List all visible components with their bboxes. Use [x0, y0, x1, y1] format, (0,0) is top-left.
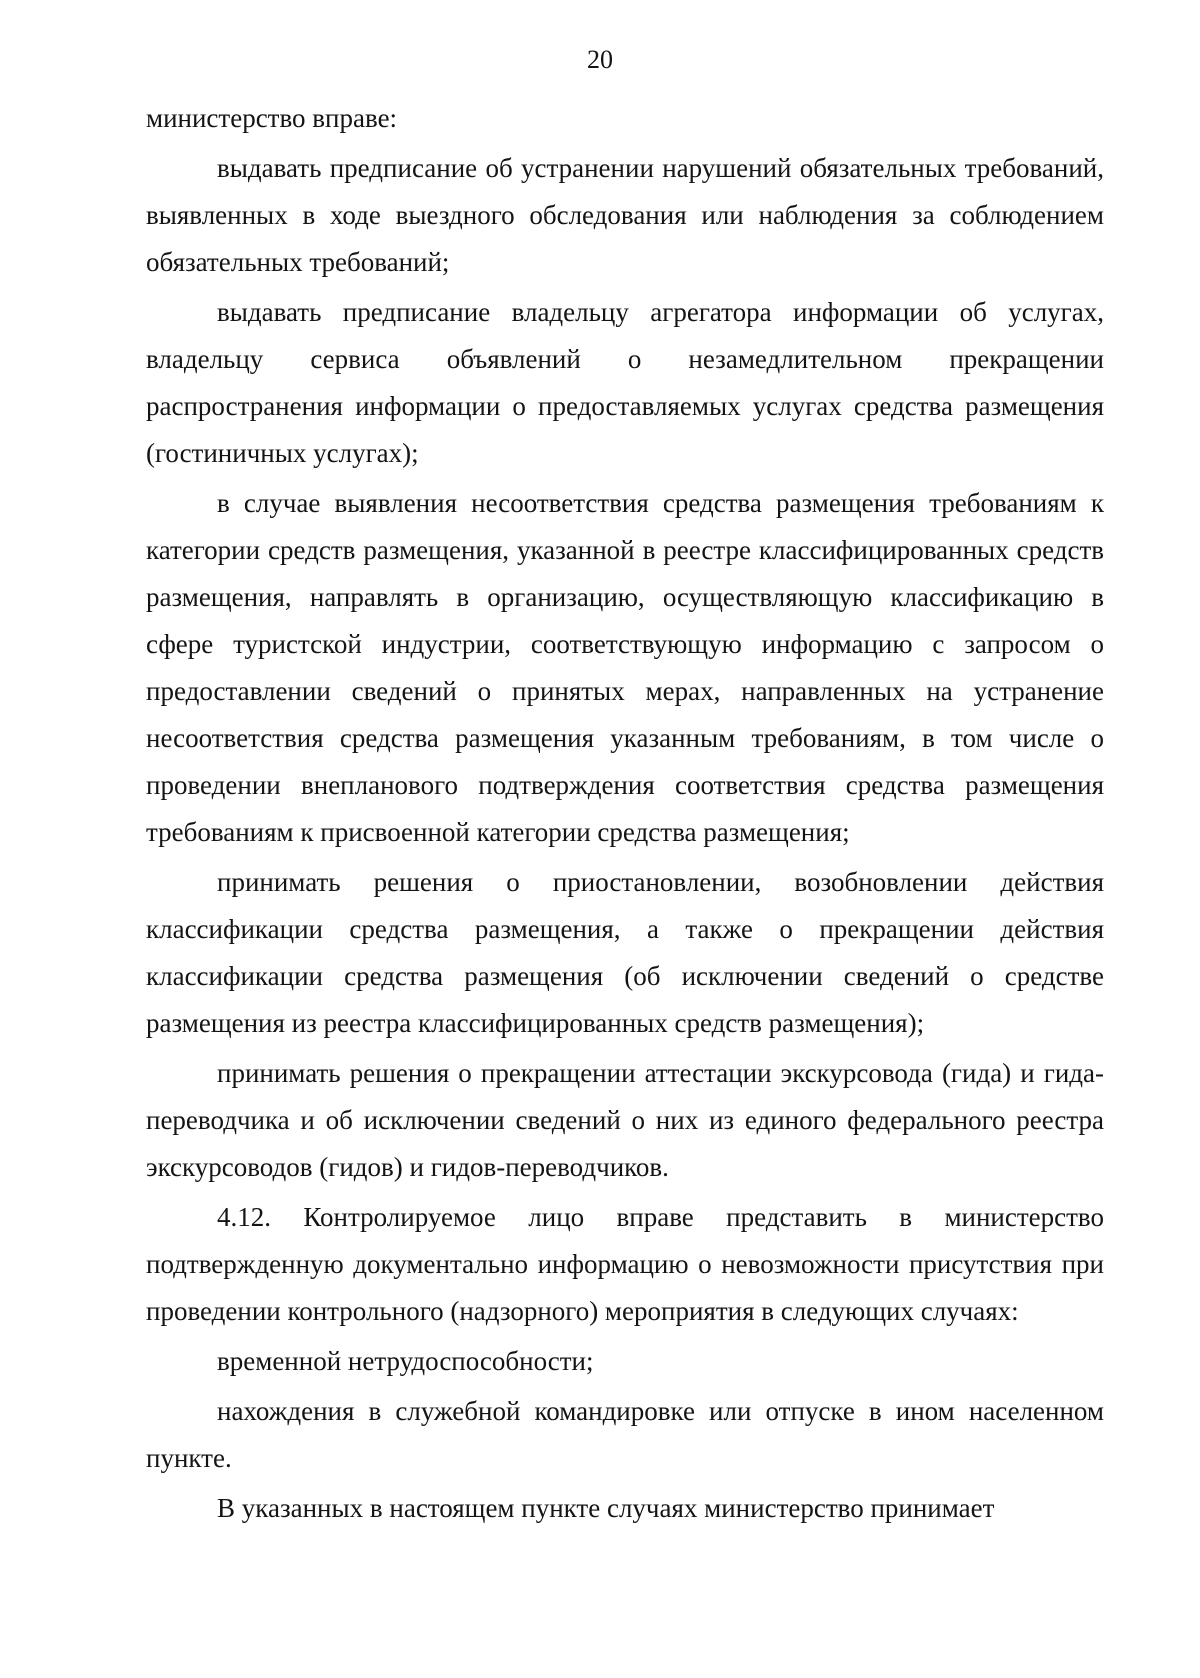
- paragraph-case-disability: временной нетрудоспособности;: [217, 1346, 594, 1376]
- paragraph-item-attestation: принимать решения о прекращении аттестации экскурсовода (гида) и гида-переводчика и об исключении сведений о них из единого федерального реестра экскурсоводов (гидов) и гидов-переводчиков.: [146, 1058, 1104, 1182]
- paragraph-item-prescription: выдавать предписание об устранении нарушений обязательных требований, выявленных в ходе выездного обследования или наблюдения за соблюдением обязательных требований;: [146, 153, 1104, 277]
- paragraph-clause-4-12: 4.12. Контролируемое лицо вправе представить в министерство подтвержденную документально информацию о невозможности присутствия при проведении контрольного (надзорного) мероприятия в следующих случаях:: [146, 1202, 1104, 1326]
- paragraph-item-classification: принимать решения о приостановлении, возобновлении действия классификации средства размещения, а также о прекращении действия классификации средства размещения (об исключении сведений о средстве размещения из реестра классифицированных средств размещения);: [146, 867, 1104, 1038]
- paragraph-continuation: В указанных в настоящем пункте случаях министерство принимает: [217, 1493, 995, 1523]
- paragraph-item-aggregator: выдавать предписание владельцу агрегатора информации об услугах, владельцу сервиса объявлений о незамедлительном прекращении распространения информации о предоставляемых услугах средства размещения (гостиничных услугах);: [146, 297, 1104, 468]
- paragraph-item-nonconformity: в случае выявления несоответствия средства размещения требованиям к категории средств размещения, указанной в реестре классифицированных средств размещения, направлять в организацию, осуществляющую классификацию в сфере туристской индустрии, соответствующую информацию с запросом о предоставлении сведений о принятых мерах, направленных на устранение несоответствия средства размещения указанным требованиям, в том числе о проведении внепланового подтверждения соответствия средства размещения требованиям к присвоенной категории средства размещения;: [146, 488, 1104, 847]
- page-number: 20: [587, 45, 613, 74]
- paragraph-case-travel: нахождения в служебной командировке или отпуске в ином населенном пункте.: [146, 1396, 1104, 1473]
- paragraph-intro: министерство вправе:: [146, 103, 398, 133]
- document-body: [146, 95, 1104, 1532]
